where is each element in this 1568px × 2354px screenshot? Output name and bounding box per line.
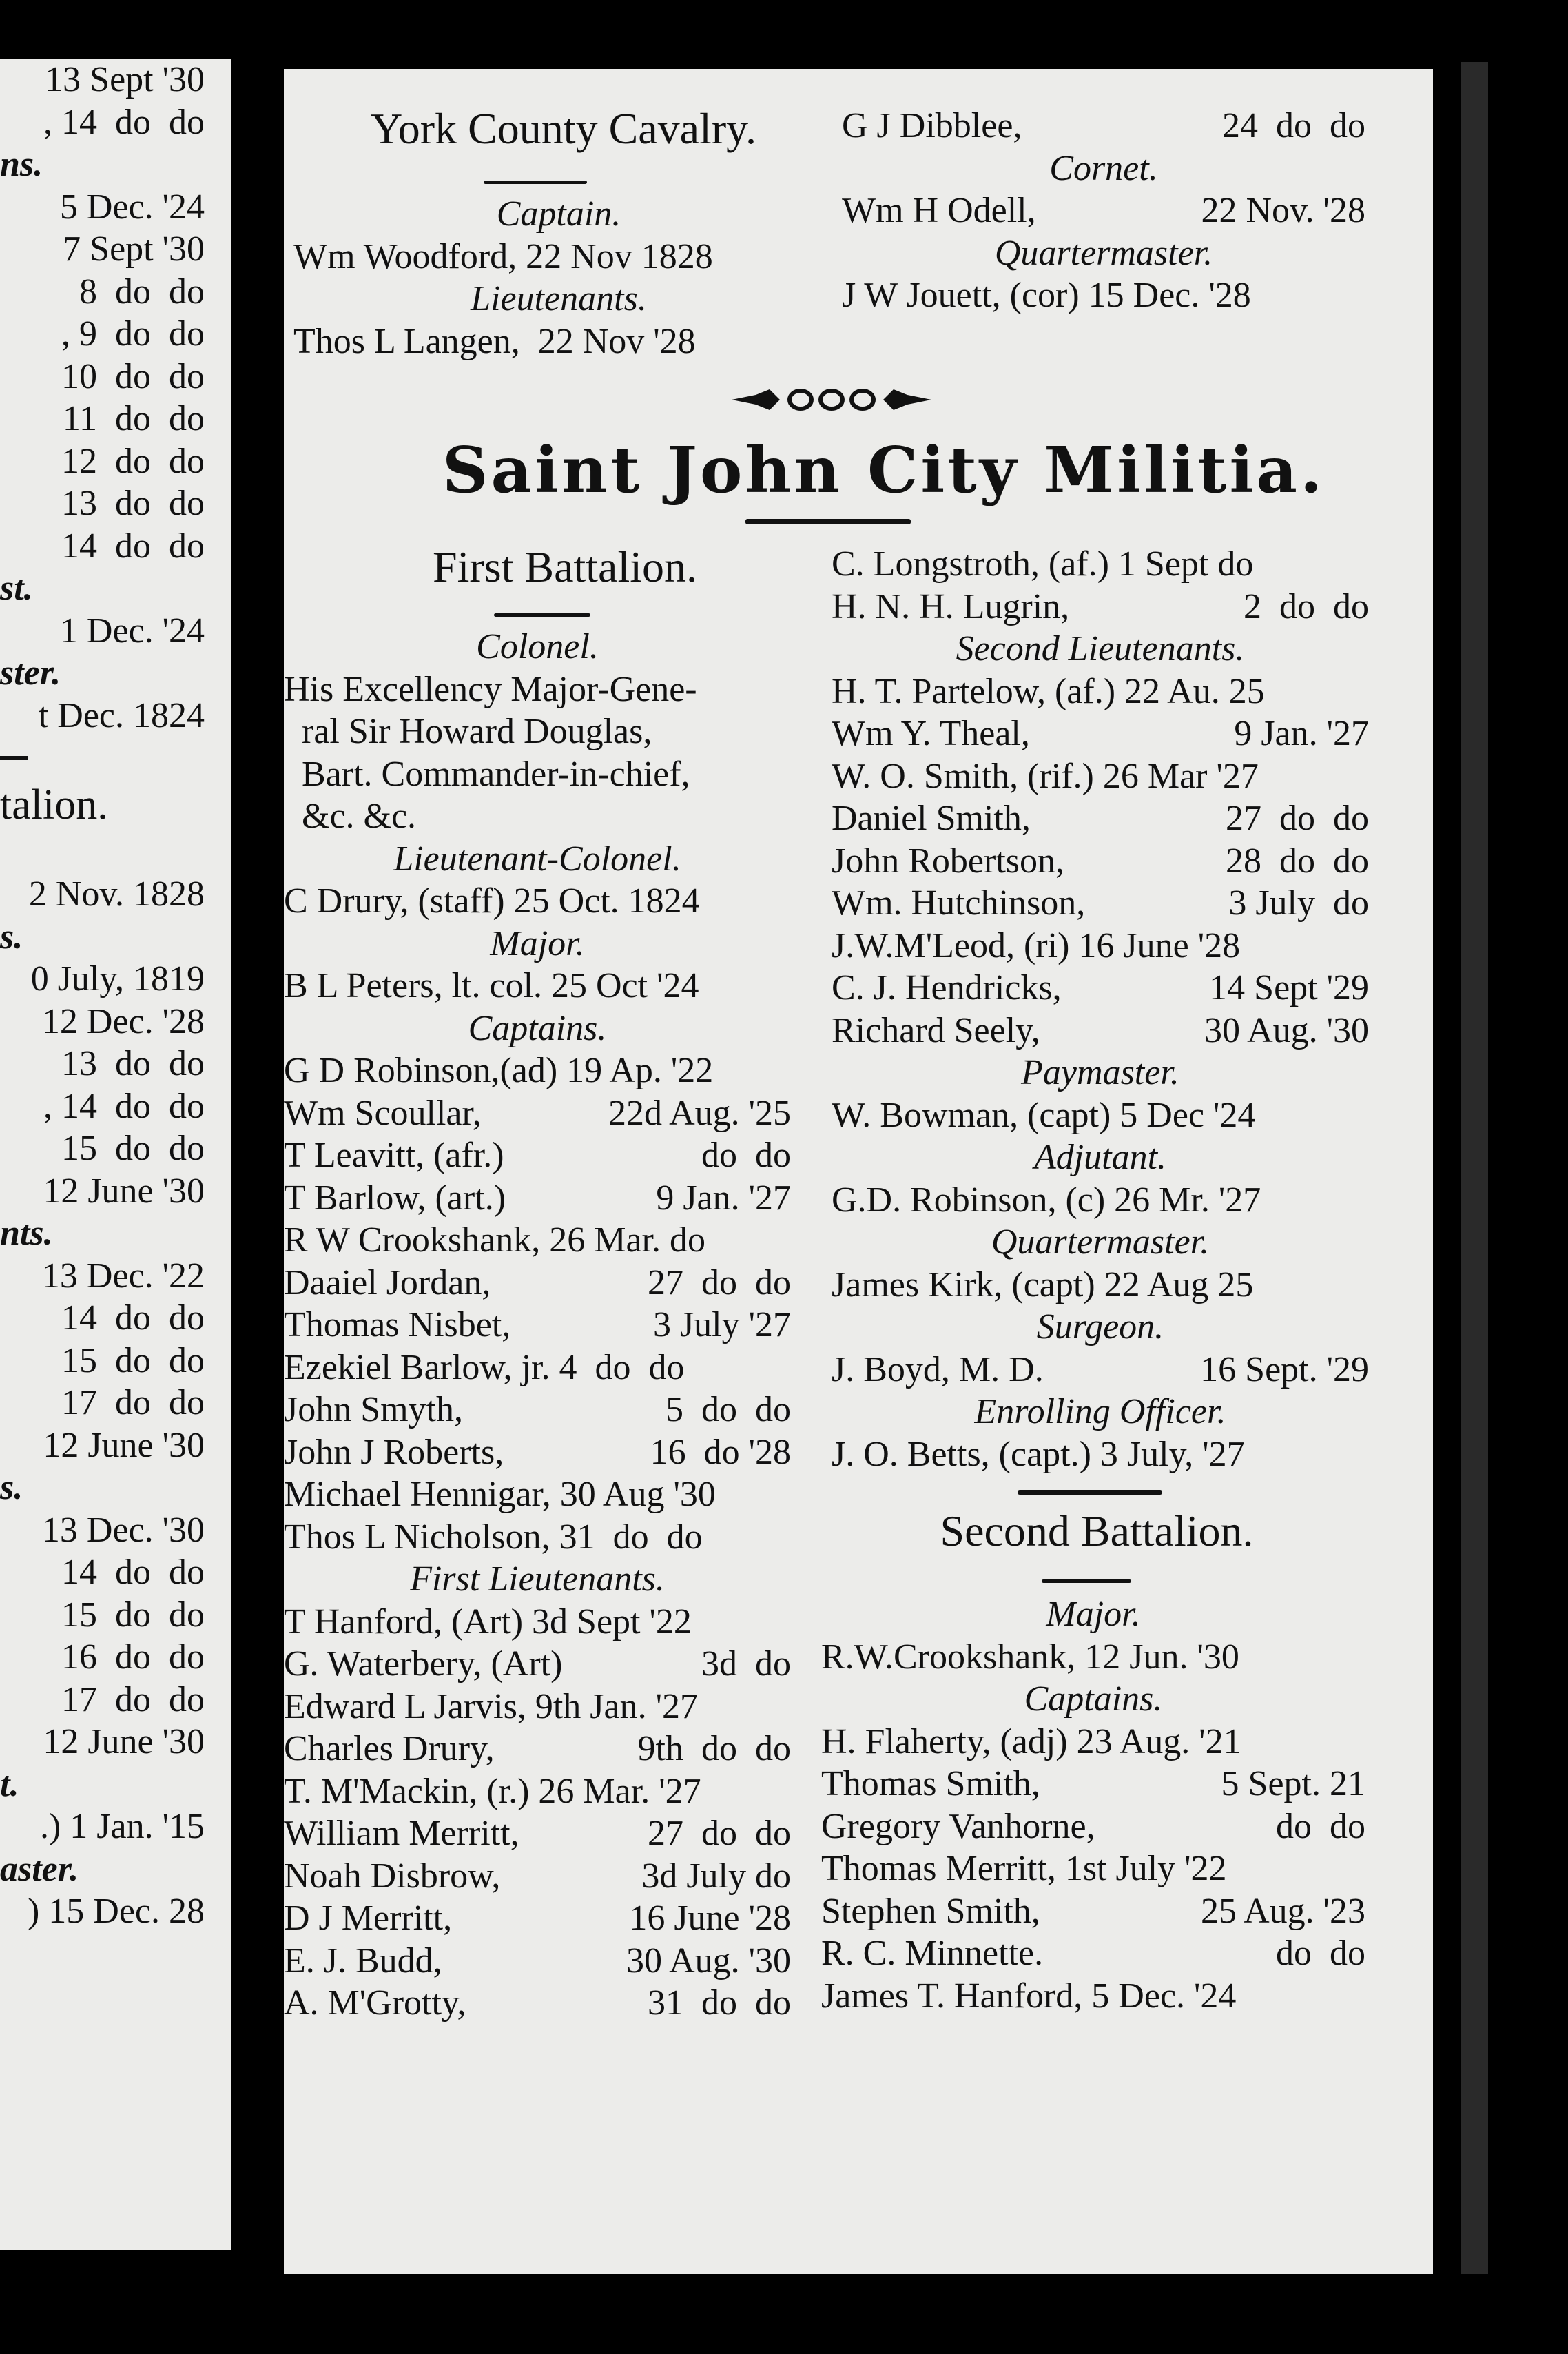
left-line: 15 do do [61, 1340, 205, 1380]
first-battalion-rule [494, 613, 590, 617]
officer-name: C Drury, (staff) 25 Oct. 1824 [284, 881, 700, 921]
officer-entry [832, 1349, 1369, 1391]
officer-entry [832, 840, 1369, 883]
officer-name: T. M'Mackin, (r.) 26 Mar. '27 [284, 1771, 701, 1811]
rank-subheading: Quartermaster. [991, 1222, 1210, 1262]
left-line: , 9 do do [61, 314, 205, 354]
officer-entry [821, 1975, 1365, 2018]
officer-entry [284, 1389, 791, 1431]
left-line: 14 do do [61, 1298, 205, 1338]
left-line: s. [0, 917, 23, 956]
left-page-column [0, 59, 231, 1933]
rank-subheading: Captains. [468, 1008, 607, 1048]
officer-entry [284, 1643, 791, 1686]
officer-name: E. J. Budd, [284, 1941, 442, 1981]
commission-date: 16 Sept. '29 [1200, 1349, 1369, 1389]
officer-entry [293, 236, 824, 278]
officer-entry [284, 1050, 791, 1092]
officer-entry [284, 1262, 791, 1304]
officer-name: G J Dibblee, [842, 106, 1022, 145]
left-line: 17 do do [61, 1383, 205, 1422]
commission-date: 30 Aug. '30 [1204, 1010, 1369, 1050]
left-line: 7 Sept '30 [63, 229, 205, 269]
left-line: .) 1 Jan. '15 [39, 1807, 205, 1846]
commission-date: 31 do do [648, 1983, 791, 2023]
rank-subheading: Surgeon. [1036, 1307, 1164, 1347]
officer-name: Wm Woodford, 22 Nov 1828 [293, 236, 713, 276]
officer-name: Richard Seely, [832, 1010, 1040, 1050]
commission-date: 24 do do [1222, 106, 1365, 145]
officer-entry [832, 925, 1369, 968]
officer-entry [284, 1982, 791, 2025]
commission-date: 3 July '27 [652, 1305, 791, 1344]
officer-entry [842, 274, 1365, 317]
officer-name: Edward L Jarvis, 9th Jan. '27 [284, 1686, 698, 1726]
left-line: 15 do do [61, 1129, 205, 1168]
officer-name: C. J. Hendricks, [832, 968, 1062, 1007]
rank-subheading: Paymaster. [1021, 1053, 1179, 1092]
officer-name: Michael Hennigar, 30 Aug '30 [284, 1475, 716, 1514]
rank-subheading: Colonel. [476, 627, 599, 666]
officer-name: J. Boyd, M. D. [832, 1349, 1044, 1389]
rank-subheading: Captain. [496, 194, 621, 234]
commission-date: 9 Jan. '27 [656, 1178, 791, 1218]
left-blank [0, 831, 231, 874]
officer-name: James T. Hanford, 5 Dec. '24 [821, 1976, 1237, 2016]
officer-entry [284, 1855, 791, 1898]
officer-entry [821, 1805, 1365, 1848]
rank-subheading: Enrolling Officer. [974, 1392, 1226, 1431]
commission-date: 25 Aug. '23 [1200, 1891, 1365, 1931]
left-line: 0 July, 1819 [30, 959, 205, 999]
left-page-strip [0, 59, 231, 2250]
rank-subheading: Second Lieutenants. [956, 629, 1245, 668]
officer-entry [832, 543, 1369, 586]
left-heading: talion. [0, 781, 108, 828]
officer-name: G D Robinson,(ad) 19 Ap. '22 [284, 1051, 714, 1090]
officer-entry [842, 190, 1365, 232]
left-line: 12 June '30 [43, 1722, 205, 1761]
officer-entry [284, 1516, 791, 1559]
officer-name: John Robertson, [832, 841, 1064, 881]
officer-entry [284, 1473, 791, 1516]
officer-entry [821, 1763, 1365, 1805]
officer-entry [284, 1728, 791, 1770]
york-cavalry-list [293, 193, 824, 362]
officer-entry [284, 1134, 791, 1177]
commission-date: 30 Aug. '30 [626, 1941, 791, 1981]
second-battalion-list [821, 1593, 1365, 2017]
commission-date: 3d July do [641, 1856, 791, 1896]
left-line: s. [0, 1468, 23, 1507]
rank-subheading: Captains. [1024, 1679, 1163, 1719]
officer-name: T Barlow, (art.) [284, 1178, 506, 1218]
left-line: ns. [0, 145, 43, 184]
rank-subheading: Lieutenant-Colonel. [393, 839, 681, 879]
officer-name: Daniel Smith, [832, 799, 1031, 838]
commission-date: 5 do do [666, 1390, 791, 1429]
officer-name: Thos L Nicholson, 31 do do [284, 1517, 703, 1557]
officer-name: D J Merritt, [284, 1898, 453, 1938]
officer-name: Gregory Vanhorne, [821, 1806, 1095, 1846]
rank-subheading: Major. [490, 923, 585, 963]
officer-name: ral Sir Howard Douglas, [284, 712, 652, 751]
officer-entry [284, 668, 791, 711]
left-line: 13 Sept '30 [45, 60, 205, 99]
left-line: 13 do do [61, 1044, 205, 1083]
left-line: 13 Dec. '30 [41, 1510, 205, 1550]
officer-name: T Hanford, (Art) 3d Sept '22 [284, 1601, 692, 1641]
rank-subheading: Lieutenants. [471, 279, 647, 318]
left-line: 2 Nov. 1828 [28, 874, 205, 914]
officer-name: Thomas Merritt, 1st July '22 [821, 1849, 1227, 1888]
officer-name: H. Flaherty, (adj) 23 Aug. '21 [821, 1721, 1241, 1761]
commission-date: do do [1276, 1934, 1365, 1973]
officer-entry [284, 1601, 791, 1644]
left-line: aster. [0, 1849, 79, 1889]
officer-name: John Smyth, [284, 1390, 464, 1429]
left-line: , 14 do do [43, 102, 205, 142]
officer-name: Wm H Odell, [842, 191, 1036, 230]
officer-entry [293, 320, 824, 363]
officer-entry [284, 1770, 791, 1813]
page-edge [1461, 62, 1488, 2274]
officer-entry [284, 1219, 791, 1262]
officer-entry [832, 1094, 1369, 1137]
officer-name: Charles Drury, [284, 1729, 495, 1768]
left-line: 8 do do [79, 272, 205, 311]
left-line: nts. [0, 1214, 53, 1253]
officer-name: R. C. Minnette. [821, 1934, 1044, 1973]
officer-entry [832, 967, 1369, 1010]
commission-date: 9th do do [637, 1729, 791, 1768]
commission-date: 9 Jan. '27 [1234, 714, 1369, 753]
left-line: 13 do do [61, 484, 205, 523]
officer-name: H. N. H. Lugrin, [832, 586, 1070, 626]
second-battalion-rule [1042, 1579, 1131, 1583]
commission-date: 5 Sept. 21 [1221, 1764, 1365, 1803]
officer-name: Wm. Hutchinson, [832, 883, 1086, 923]
left-rule-line [0, 756, 28, 760]
left-line: 11 do do [62, 399, 205, 438]
left-line: t. [0, 1764, 19, 1804]
officer-name: His Excellency Major-Gene- [284, 669, 697, 709]
officer-name: William Merritt, [284, 1814, 519, 1853]
officer-entry [284, 710, 791, 753]
left-line: 12 do do [61, 441, 205, 481]
officer-entry [284, 1431, 791, 1474]
officer-entry [284, 1897, 791, 1940]
first-battalion-list [284, 626, 791, 2025]
title-rule [745, 519, 911, 524]
officer-name: Wm Y. Theal, [832, 714, 1030, 753]
officer-name: T Leavitt, (afr.) [284, 1136, 504, 1175]
officer-entry [821, 1890, 1365, 1933]
rank-subheading: Cornet. [1049, 148, 1158, 188]
officer-name: Thos L Langen, 22 Nov '28 [293, 321, 696, 361]
commission-date: do do [701, 1136, 791, 1175]
officer-entry [284, 1940, 791, 1983]
officer-name: G. Waterbery, (Art) [284, 1644, 563, 1683]
left-line: 10 do do [61, 356, 205, 396]
officer-entry [842, 105, 1365, 147]
rank-subheading: First Lieutenants. [410, 1559, 665, 1599]
left-line: st. [0, 569, 33, 608]
commission-date: 16 do '28 [650, 1432, 791, 1472]
left-line: 13 Dec. '22 [41, 1256, 205, 1296]
officer-name: B L Peters, lt. col. 25 Oct '24 [284, 966, 699, 1005]
first-battalion-heading: First Battalion. [433, 542, 697, 591]
officer-entry [284, 1177, 791, 1220]
commission-date: 28 do do [1226, 841, 1369, 881]
officer-name: R.W.Crookshank, 12 Jun. '30 [821, 1637, 1239, 1677]
officer-name: James Kirk, (capt) 22 Aug 25 [832, 1265, 1254, 1304]
left-line: 15 do do [61, 1595, 205, 1635]
officer-name: Noah Disbrow, [284, 1856, 501, 1896]
left-line: 12 Dec. '28 [41, 1001, 205, 1041]
left-line: 14 do do [61, 526, 205, 566]
first-battalion-continued-list [832, 543, 1369, 1475]
officer-name: J.W.M'Leod, (ri) 16 June '28 [832, 925, 1241, 965]
officer-entry [284, 880, 791, 923]
officer-entry [832, 797, 1369, 840]
commission-date: 16 June '28 [629, 1898, 791, 1938]
officer-name: John J Roberts, [284, 1432, 504, 1472]
officer-name: Bart. Commander-in-chief, [284, 754, 690, 794]
commission-date: 22d Aug. '25 [608, 1093, 791, 1133]
left-line: , 14 do do [43, 1086, 205, 1126]
rank-subheading: Major. [1046, 1595, 1141, 1634]
ornament-divider [728, 382, 935, 425]
commission-date: 27 do do [648, 1262, 791, 1302]
commission-date: 2 do do [1244, 586, 1369, 626]
left-line: t Dec. 1824 [38, 695, 205, 735]
cavalry-continuation-list [842, 105, 1365, 317]
officer-entry [832, 1179, 1369, 1222]
officer-name: G.D. Robinson, (c) 26 Mr. '27 [832, 1180, 1261, 1220]
commission-date: 3d do [701, 1644, 791, 1683]
left-line: 1 Dec. '24 [59, 611, 205, 651]
left-line: 16 do do [61, 1637, 205, 1677]
page-title: Saint John City Militia. [442, 433, 1325, 507]
officer-entry [832, 1264, 1369, 1307]
commission-date: 27 do do [648, 1814, 791, 1853]
left-line: ) 15 Dec. 28 [27, 1892, 205, 1931]
commission-date: 27 do do [1226, 799, 1369, 838]
officer-entry [832, 882, 1369, 925]
officer-name: W. Bowman, (capt) 5 Dec '24 [832, 1095, 1256, 1135]
left-line: 17 do do [61, 1679, 205, 1719]
officer-name: Thomas Smith, [821, 1764, 1040, 1803]
officer-entry [832, 755, 1369, 798]
left-line: 12 June '30 [43, 1425, 205, 1465]
commission-date: 3 July do [1228, 883, 1369, 923]
york-county-cavalry-heading: York County Cavalry. [370, 104, 757, 153]
officer-name: Ezekiel Barlow, jr. 4 do do [284, 1347, 685, 1387]
officer-entry [284, 1304, 791, 1347]
officer-name: J W Jouett, (cor) 15 Dec. '28 [842, 276, 1251, 315]
officer-entry [821, 1721, 1365, 1763]
officer-name: Daaiel Jordan, [284, 1262, 491, 1302]
main-page [284, 69, 1433, 2274]
officer-entry [284, 1686, 791, 1728]
heading-rule [484, 181, 587, 184]
officer-entry [284, 795, 791, 838]
officer-name: Wm Scoullar, [284, 1093, 482, 1133]
officer-name: W. O. Smith, (rif.) 26 Mar '27 [832, 756, 1259, 796]
commission-date: do do [1276, 1806, 1365, 1846]
left-line: ster. [0, 653, 61, 693]
officer-name: &c. &c. [284, 797, 417, 836]
officer-entry [832, 1433, 1369, 1476]
officer-entry [821, 1932, 1365, 1975]
officer-name: H. T. Partelow, (af.) 22 Au. 25 [832, 671, 1265, 711]
left-rule [0, 737, 231, 779]
officer-entry [832, 713, 1369, 755]
officer-name: R W Crookshank, 26 Mar. do [284, 1220, 705, 1260]
officer-name: A. M'Grotty, [284, 1983, 466, 2023]
officer-entry [821, 1848, 1365, 1890]
officer-entry [832, 1010, 1369, 1052]
left-line: 14 do do [61, 1553, 205, 1592]
ornament-icon [728, 382, 935, 417]
officer-name: Thomas Nisbet, [284, 1305, 511, 1344]
left-line: 5 Dec. '24 [59, 187, 205, 227]
officer-entry [821, 1636, 1365, 1679]
officer-entry [832, 586, 1369, 628]
second-battalion-top-rule [1018, 1490, 1162, 1495]
officer-entry [284, 965, 791, 1007]
officer-name: J. O. Betts, (capt.) 3 July, '27 [832, 1434, 1245, 1474]
officer-name: C. Longstroth, (af.) 1 Sept do [832, 544, 1254, 584]
rank-subheading: Adjutant. [1033, 1138, 1167, 1177]
officer-entry [284, 1092, 791, 1135]
officer-entry [284, 1347, 791, 1389]
officer-entry [284, 1812, 791, 1855]
officer-name: Stephen Smith, [821, 1891, 1040, 1931]
officer-entry [284, 753, 791, 796]
officer-entry [832, 671, 1369, 713]
commission-date: 14 Sept '29 [1209, 968, 1369, 1007]
left-line: 12 June '30 [43, 1171, 205, 1211]
rank-subheading: Quartermaster. [994, 233, 1213, 273]
second-battalion-heading: Second Battalion. [940, 1506, 1254, 1555]
commission-date: 22 Nov. '28 [1201, 191, 1365, 230]
